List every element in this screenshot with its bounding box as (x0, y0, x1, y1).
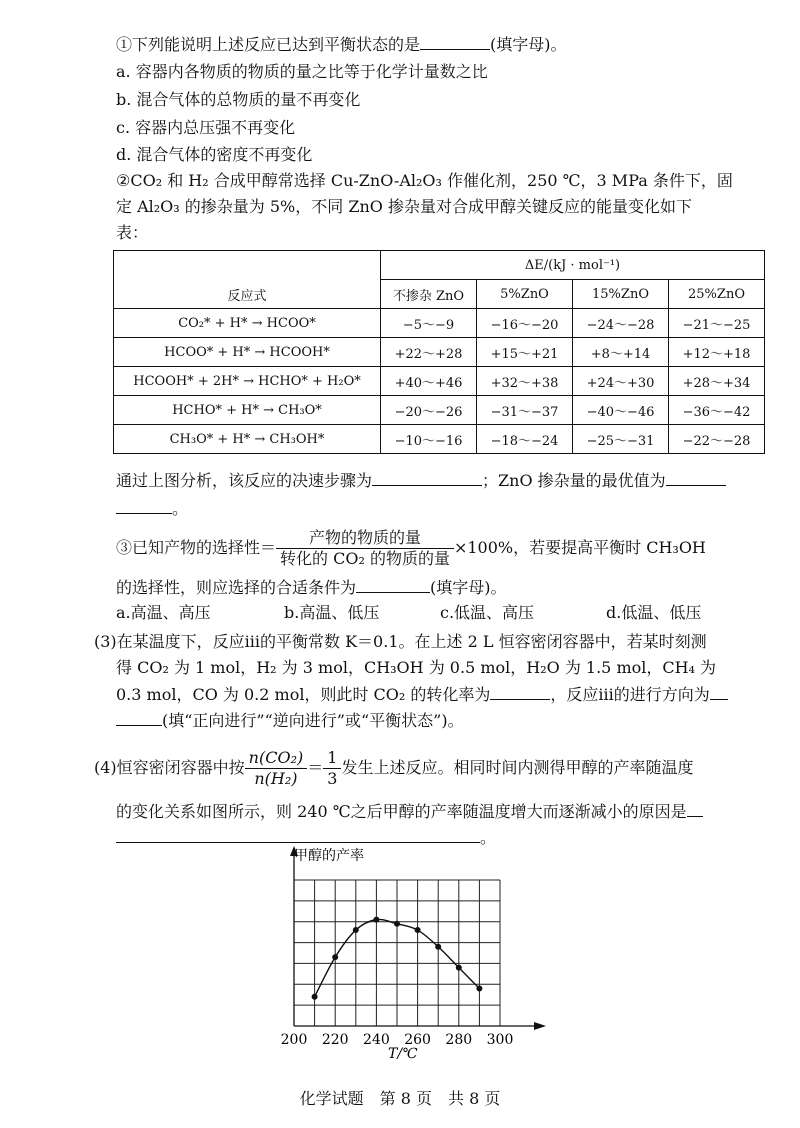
p4-line1 (94, 748, 693, 789)
table-cell: +15～+21 (477, 338, 573, 367)
ratio-fraction (245, 748, 308, 789)
data-point (312, 994, 318, 1000)
x-tick-label: 240 (363, 1032, 390, 1048)
p3-line4-text: (填“正向进行”“逆向进行”或“平衡状态”)。 (162, 711, 464, 730)
x-tick-label: 200 (280, 1032, 308, 1048)
q3-line1 (116, 528, 706, 569)
table-cell: HCHO* + H* → CH₃O* (114, 396, 381, 425)
ratio-numerator: n(CO₂) (245, 748, 308, 769)
chart-xlabel: T/℃ (388, 1046, 418, 1062)
table-cell: CH₃O* + H* → CH₃OH* (114, 425, 381, 454)
table-cell: −16～−20 (477, 309, 573, 338)
optimal-zno-blank[interactable] (666, 469, 726, 486)
table-cell: +32～+38 (477, 367, 573, 396)
table-cell: CO₂* + H* → HCOO* (114, 309, 381, 338)
p3-line3-text2: ，反应ⅲ的进行方向为 (550, 685, 710, 704)
q1-stem (116, 33, 567, 56)
selectivity-denominator: 转化的 CO₂ 的物质的量 (280, 549, 450, 568)
table-cell: −22～−28 (669, 425, 765, 454)
table-cell: −24～−28 (573, 309, 669, 338)
data-point (394, 921, 400, 927)
data-point (373, 917, 379, 923)
p4-line2 (116, 800, 703, 823)
table-cell: −5～−9 (381, 309, 477, 338)
p3-line3 (116, 683, 728, 706)
table-cell: +8～+14 (573, 338, 669, 367)
table-cell: HCOOH* + 2H* → HCHO* + H₂O* (114, 367, 381, 396)
q1-stem-suffix: (填字母)。 (490, 35, 567, 54)
table-row (114, 367, 765, 396)
ratio-denominator: n(H₂) (254, 769, 298, 788)
table-cell: +24～+30 (573, 367, 669, 396)
table-cell: −21～−25 (669, 309, 765, 338)
q3-option-c: c.低温、高压 (440, 603, 535, 622)
table-col-header: 25%ZnO (669, 280, 765, 309)
table-cell: −36～−42 (669, 396, 765, 425)
data-point (353, 927, 359, 933)
q2-line2: 定 Al₂O₃ 的掺杂量为 5%，不同 ZnO 掺杂量对合成甲醇关键反应的能量变化如下 (116, 197, 692, 216)
p3-line1: (3)在某温度下，反应ⅲ的平衡常数 K＝0.1。在上述 2 L 恒容密闭容器中，若某时刻测 (94, 632, 707, 651)
q3-line2 (116, 576, 507, 599)
data-point (415, 927, 421, 933)
table-col-header: 不掺杂 ZnO (381, 280, 477, 309)
analysis-text1: 通过上图分析，该反应的决速步骤为 (116, 471, 373, 490)
q3-option-a: a.高温、高压 (116, 603, 211, 622)
q3-option-b: b.高温、低压 (284, 603, 380, 622)
table-col-header: 5%ZnO (477, 280, 573, 309)
q1-option-d: d. 混合气体的密度不再变化 (116, 145, 313, 164)
table-cell: −31～−37 (477, 396, 573, 425)
table-col-reaction: 反应式 (114, 251, 381, 309)
q2-line1: ②CO₂ 和 H₂ 合成甲醇常选择 Cu-ZnO-Al₂O₃ 作催化剂，250 ℃，3 MPa 条件下，固 (116, 171, 733, 190)
p3-line4 (116, 709, 464, 732)
q3-option-d: d.低温、低压 (606, 603, 702, 622)
p3-line3-text: 0.3 mol，CO 为 0.2 mol，则此时 CO₂ 的转化率为 (116, 685, 491, 704)
table-cell: +22～+28 (381, 338, 477, 367)
reason-blank[interactable] (687, 800, 703, 817)
q2-line3: 表： (116, 223, 149, 242)
ratio-value-numerator: 1 (323, 748, 341, 769)
q1-option-b: b. 混合气体的总物质的量不再变化 (116, 90, 361, 109)
q3-line2-text: 的选择性，则应选择的合适条件为 (116, 578, 357, 597)
data-point (456, 965, 462, 971)
rate-step-blank[interactable] (372, 469, 482, 486)
table-cell: HCOO* + H* → HCOOH* (114, 338, 381, 367)
ratio-value-fraction (323, 748, 341, 789)
table-row (114, 396, 765, 425)
analysis-text2: ；ZnO 掺杂量的最优值为 (482, 471, 666, 490)
q3-prefix: ③已知产物的选择性＝ (116, 538, 277, 557)
table-group-header: ΔE/(kJ · mol⁻¹) (381, 251, 765, 280)
table-cell: −10～−16 (381, 425, 477, 454)
table-cell: −40～−46 (573, 396, 669, 425)
analysis-line2 (116, 497, 188, 520)
p4-period: 。 (480, 828, 497, 847)
p3-line2: 得 CO₂ 为 1 mol，H₂ 为 3 mol，CH₃OH 为 0.5 mol，H₂O 为 1.5 mol，CH₄ 为 (116, 658, 717, 677)
chart-ylabel: 甲醇的产率 (294, 848, 364, 864)
q1-option-a: a. 容器内各物质的物质的量之比等于化学计量数之比 (116, 62, 488, 81)
table-cell: −18～−24 (477, 425, 573, 454)
chart-grid (294, 880, 500, 1026)
conversion-blank[interactable] (490, 683, 550, 700)
p4-prefix: (4)恒容密闭容器中按 (94, 758, 245, 777)
table-cell: −20～−26 (381, 396, 477, 425)
optimal-zno-blank-cont[interactable] (116, 497, 172, 514)
ratio-value-denominator: 3 (327, 769, 338, 788)
x-tick-label: 300 (486, 1032, 514, 1048)
q3-line2-suffix: (填字母)。 (430, 578, 507, 597)
methanol-yield-chart (270, 836, 570, 1066)
energy-table (113, 250, 765, 454)
x-tick-label: 220 (321, 1032, 349, 1048)
selectivity-numerator: 产物的物质的量 (276, 528, 454, 549)
ratio-equals: ＝ (307, 758, 324, 777)
table-row (114, 425, 765, 454)
q1-answer-blank[interactable] (420, 33, 490, 50)
analysis-line (116, 469, 726, 492)
direction-blank-cont[interactable] (116, 709, 162, 726)
table-cell: −25～−31 (573, 425, 669, 454)
data-point (435, 944, 441, 950)
data-point (476, 985, 482, 991)
q3-suffix: ×100%，若要提高平衡时 CH₃OH (453, 538, 706, 557)
data-point (332, 954, 338, 960)
table-row (114, 338, 765, 367)
x-tick-label: 260 (404, 1032, 431, 1048)
p4-suffix: 发生上述反应。相同时间内测得甲醇的产率随温度 (341, 758, 694, 777)
table-cell: +40～+46 (381, 367, 477, 396)
q1-stem-text: ①下列能说明上述反应已达到平衡状态的是 (116, 35, 421, 54)
x-tick-label: 280 (445, 1032, 473, 1048)
page-footer: 化学试题 第 8 页 共 8 页 (299, 1089, 501, 1108)
table-row (114, 309, 765, 338)
table-cell: +28～+34 (669, 367, 765, 396)
direction-blank[interactable] (710, 683, 728, 700)
table-cell: +12～+18 (669, 338, 765, 367)
selectivity-fraction (276, 528, 454, 569)
q3-answer-blank[interactable] (356, 576, 430, 593)
x-axis-arrow (534, 1022, 546, 1030)
table-col-header: 15%ZnO (573, 280, 669, 309)
analysis-period: 。 (172, 499, 189, 518)
p4-line2-text: 的变化关系如图所示，则 240 ℃之后甲醇的产率随温度增大而逐渐减小的原因是 (116, 802, 687, 821)
table-header-row (114, 251, 765, 280)
q1-option-c: c. 容器内总压强不再变化 (116, 118, 296, 137)
